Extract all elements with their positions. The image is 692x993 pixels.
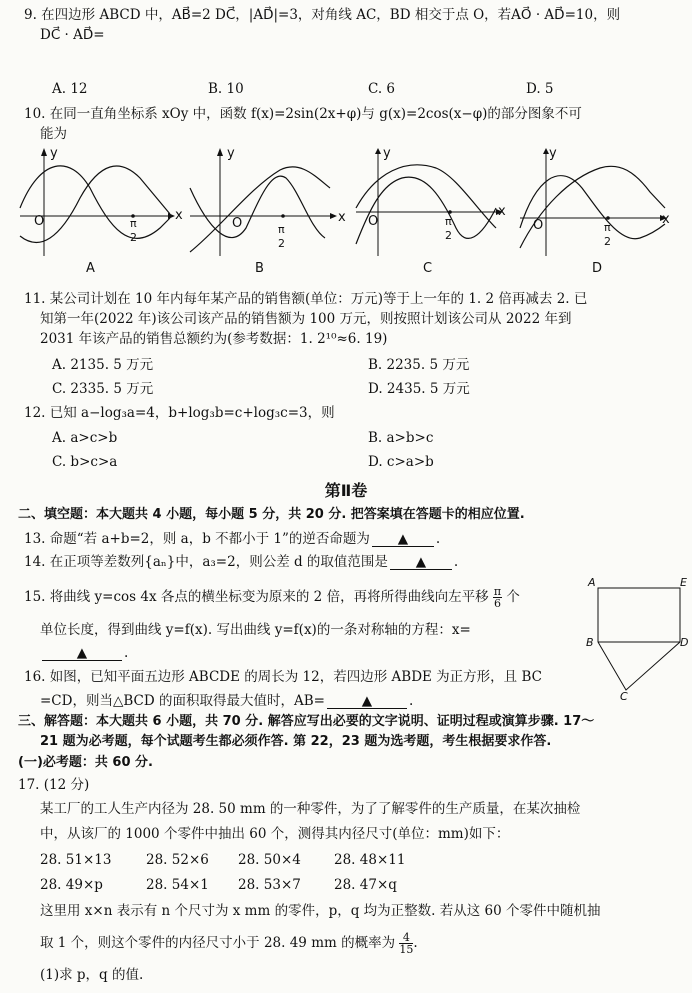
q17-head: 17. (12 分) [18,777,90,793]
graph-c-y-label: y [383,146,391,161]
q13-text: 13. 命题“若 a+b=2，则 a，b 不都小于 1”的逆否命题为 [24,531,370,547]
graph-a-two: 2 [130,231,137,244]
q14-end: . [453,554,459,570]
fig-label-b: B [586,636,594,649]
q17-prob-num: 4 [399,932,413,944]
q17-line3: 这里用 x×n 表示有 n 个尺寸为 x mm 的零件，p，q 均为正整数. 若从这 60 个零件中随机抽 [40,903,601,919]
q9-option-d: D. 5 [526,81,554,97]
section2-header: 二、填空题：本大题共 4 小题，每小题 5 分，共 20 分. 把答案填在答题卡的相应位置. [18,507,525,522]
q15-text1: 15. 将曲线 y=cos 4x 各点的横坐标变为原来的 2 倍，再将所得曲线向左平移 [24,589,489,605]
q9-line1: 9. 在四边形 ABCD 中，AB⃗=2 DC⃗，|AD⃗|=3，对角线 AC，BD 相交于点 O，若AO⃗ · AD⃗=10，则 [24,7,621,23]
graph-b-svg [190,148,350,258]
q17-text4: 取 1 个，则这个零件的内径尺寸小于 28. 49 mm 的概率为 [40,935,396,951]
q17-end: . [413,935,418,951]
q15-frac-num: π [493,585,502,598]
q11-line1: 11. 某公司计划在 10 年内每年某产品的销售额(单位：万元)等于上一年的 1. 2 倍再减去 2. 已 [24,291,588,307]
fig-label-e: E [680,576,687,589]
graph-b-x-label: x [338,210,346,225]
graph-d-label: D [592,261,603,276]
q12-line1: 12. 已知 a−log₃a=4，b+log₃b=c+log₃c=3，则 [24,405,335,421]
pentagon-figure [590,588,690,698]
graph-b-y-label: y [227,146,235,161]
graph-d-origin: O [533,218,544,233]
q9-option-a: A. 12 [52,81,88,97]
q17-line2: 中，从该厂的 1000 个零件中抽出 60 个，测得其内径尺寸(单位：mm)如下： [40,826,510,842]
q17-probability [399,932,413,955]
q9-option-b: B. 10 [208,81,244,97]
graph-b-label: B [255,261,264,276]
q17-line1: 某工厂的工人生产内径为 28. 50 mm 的一种零件，为了了解零件的生产质量，在某次抽检 [40,801,581,817]
graph-d-svg [520,148,680,258]
graph-a-pi: π [130,217,137,230]
graph-a-y-label: y [50,146,58,161]
q13-line [24,530,440,548]
q11-line2: 知第一年(2022 年)该公司该产品的销售额为 100 万元，则按照计划该公司从 2022 年到 [40,311,572,327]
q10-line2: 能为 [40,126,67,142]
graph-c-pi: π [445,215,452,228]
q16-line2 [40,692,413,710]
q14-line [24,553,458,571]
q12-option-b: B. a>b>c [368,430,434,446]
graph-b-two: 2 [278,237,285,250]
q9-line2: DC⃗ · AD⃗= [40,27,105,43]
section3-header-1: 三、解答题：本大题共 6 小题，共 70 分. 解答应写出必要的文字说明、证明过程或演算步骤. 17～ [18,714,595,729]
q10-line1: 10. 在同一直角坐标系 xOy 中，函数 f(x)=2sin(2x+φ)与 g(x)=2cos(x−φ)的部分图象不可 [24,106,582,122]
data-cell: 28. 49×p [40,877,103,893]
graph-d-x-label: x [662,212,670,227]
data-cell: 28. 51×13 [40,852,112,868]
q17-prob-den: 15 [399,943,414,956]
q15-fraction [493,586,502,609]
required-header: (一)必考题：共 60 分. [18,755,153,770]
graph-c-origin: O [368,214,379,229]
q13-end: . [435,531,441,547]
q15-frac-den: 6 [493,597,501,610]
data-cell: 28. 48×11 [334,852,406,868]
q15-answer-blank: ▲ [42,646,122,661]
graph-b-pi: π [278,223,285,236]
graph-a-svg [20,148,180,258]
section3-header-2: 21 题为必考题，每个试题考生都必须作答. 第 22，23 题为选考题，考生根据要求作答. [40,734,552,749]
graph-d-two: 2 [604,235,611,248]
graph-c-two: 2 [445,229,452,242]
q11-line3: 2031 年该产品的销售总额约为(参考数据：1. 2¹⁰≈6. 19) [40,331,388,347]
graph-c-svg [356,148,516,258]
graph-d-y-label: y [549,146,557,161]
q11-option-c: C. 2335. 5 万元 [52,381,154,397]
q11-option-d: D. 2435. 5 万元 [368,381,470,397]
q11-option-a: A. 2135. 5 万元 [52,357,154,373]
q17-sub1: (1)求 p，q 的值. [40,967,144,983]
graph-c-x-label: x [498,204,506,219]
graph-d-pi: π [604,221,611,234]
q11-option-b: B. 2235. 5 万元 [368,357,470,373]
q16-line1: 16. 如图，已知平面五边形 ABCDE 的周长为 12，若四边形 ABDE 为正方形，且 BC [24,669,542,685]
q14-answer-blank: ▲ [390,555,452,570]
q14-text: 14. 在正项等差数列{aₙ}中，a₃=2，则公差 d 的取值范围是 [24,554,388,570]
data-cell: 28. 52×6 [146,852,209,868]
fig-label-d: D [680,636,689,649]
fig-label-c: C [620,690,628,703]
data-cell: 28. 54×1 [146,877,209,893]
q16-end: . [408,693,414,709]
graph-a-origin: O [34,214,45,229]
part2-title: 第Ⅱ卷 [324,481,368,500]
q13-answer-blank: ▲ [372,532,434,547]
q15-text1b: 个 [506,589,520,605]
q15-line1 [24,586,520,609]
graph-a-label: A [86,261,95,276]
q12-option-a: A. a>c>b [52,430,118,446]
data-cell: 28. 53×7 [238,877,301,893]
graph-b-origin: O [232,216,243,231]
q17-line4 [40,932,418,955]
fig-label-a: A [588,576,596,589]
graph-c-label: C [423,261,433,276]
q15-line2: 单位长度，得到曲线 y=f(x). 写出曲线 y=f(x)的一条对称轴的方程：x= [40,622,471,638]
q16-answer-blank: ▲ [327,694,407,709]
data-cell: 28. 47×q [334,877,397,893]
q12-option-c: C. b>c>a [52,454,118,470]
q15-line3 [40,644,128,662]
q9-option-c: C. 6 [368,81,396,97]
q12-option-d: D. c>a>b [368,454,434,470]
graph-a-x-label: x [175,208,183,223]
q15-end: . [124,645,129,661]
data-cell: 28. 50×4 [238,852,301,868]
q16-text2: =CD，则当△BCD 的面积取得最大值时，AB= [40,693,325,709]
